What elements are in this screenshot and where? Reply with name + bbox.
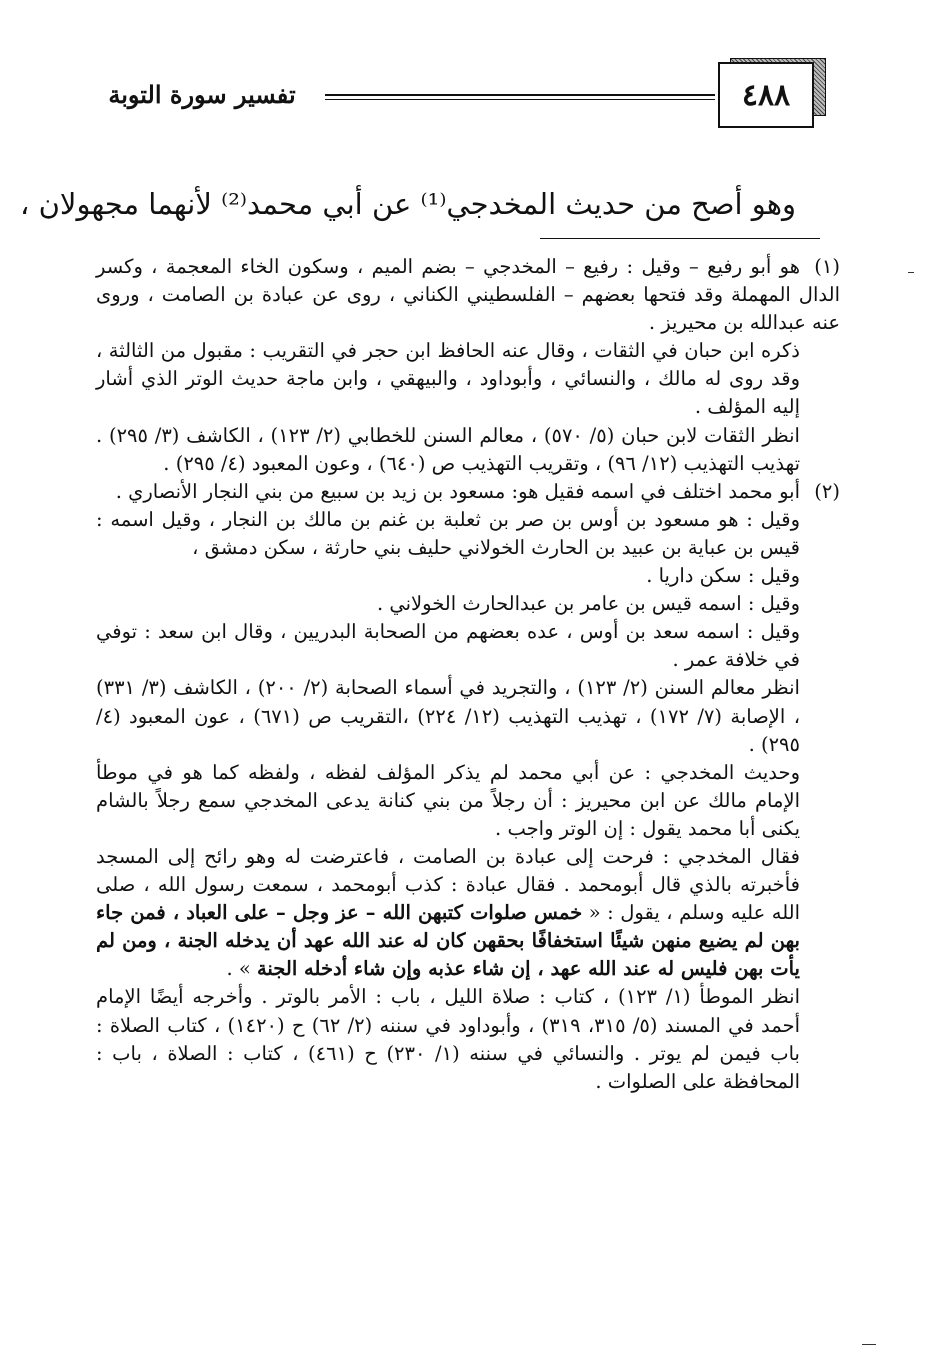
footnote-1-label: (١) — [814, 255, 840, 278]
hadith-paragraph: فقال المخدجي : فرحت إلى عبادة بن الصامت ، فاعترضت له وهو رائح إلى المسجد فأخبرته بالذي قال أبومحمد . فقال عبادة : كذب أبومحمد ، سمعت رسول الله ، صلى الله عليه وسلم ، يقول : « خمس صلوات كتبهن الله – عز وجل – على العباد ، فمن جاء بهن لم يضيع منهن شيئًا استخفافًا بحقهن كان له عند الله عهد أن يدخله الجنة ، ومن لم يأت بهن فليس له عند الله عهد ، إن شاء عذبه وإن شاء أدخله الجنة » . — [96, 844, 801, 981]
page-number: ٤٨٨ — [718, 62, 814, 128]
header-rule — [325, 94, 715, 96]
footnote-2-para-7: وحديث المخدجي : عن أبي محمد لم يذكر المؤلف لفظه ، ولفظه كما هو في موطأ الإمام مالك عن ابن محيريز : أن رجلاً من بني كنانة يدعى المخدجي سمع رجلاً بالشام يكنى أبا محمد يقول : إن الوتر واجب . — [96, 760, 800, 840]
footnote-1-para-2: ذكره ابن حبان في الثقات ، وقال عنه الحافظ ابن حجر في التقريب : مقبول من الثالثة ، وقد روى له مالك ، والنسائي ، وأبوداود ، والبيهقي ، وابن ماجة حديث الوتر الذي أشار إليه المؤلف . — [96, 339, 800, 419]
margin-mark — [908, 272, 914, 273]
footnote-2-para-4: وقيل : اسمه قيس بن عامر بن عبدالحارث الخولاني . — [376, 592, 800, 616]
footnotes — [96, 253, 840, 1096]
final-reference: انظر الموطأ (١/ ١٢٣) ، كتاب : صلاة الليل ، باب : الأمر بالوتر . وأخرجه أيضًا الإمام أحمد في المسند (٥/ ٣١٥، ٣١٩) ، وأبوداود في سننه (٢/ ٦٢) ح (١٤٢٠) ، كتاب الصلاة : باب فيمن لم يوتر . والنسائي في سننه (١/ ٢٣٠) ح (٤٦١) ، كتاب : الصلاة ، باب : المحافظة على الصلوات . — [96, 985, 800, 1093]
footnote-1-para-3: انظر الثقات لابن حبان (٥/ ٥٧٠) ، معالم السنن للخطابي (٢/ ١٢٣) ، الكاشف (٣/ ٢٩٥) . تهذيب التهذيب (١٢/ ٩٦) ، وتقريب التهذيب ص (٦٤٠) ، وعون المعبود (٤/ ٢٩٥) . — [96, 423, 800, 475]
header-rule-thin — [325, 99, 715, 100]
footnote-2-para-5: وقيل : اسمه سعد بن أوس ، عده بعضهم من الصحابة البدريين ، وقال ابن سعد : توفي في خلافة عمر . — [96, 620, 800, 672]
main-text: وهو أصح من حديث المخدجي⁽¹⁾ عن أبي محمد⁽²⁾ لأنهما مجهولان ، — [20, 187, 796, 221]
footnote-separator — [540, 238, 820, 239]
footnote-2-para-6: انظر معالم السنن (٢/ ١٢٣) ، والتجريد في أسماء الصحابة (٢/ ٢٠٠) ، الكاشف (٣/ ٣٣١) ، الإصابة (٧/ ١٧٢) ، تهذيب التهذيب (١٢/ ٢٢٤) ،التقريب ص (٦٧١) ، عون المعبود (٤/ ٢٩٥) . — [96, 676, 800, 756]
footnote-2-para-1: (٢) أبو محمد اختلف في اسمه فقيل هو: مسعود بن زيد بن سبيع من بني النجار الأنصاري . — [96, 478, 840, 506]
footnote-1-para-1: (١) هو أبو رفيع – وقيل : رفيع – المخدجي – بضم الميم ، وسكون الخاء المعجمة ، وكسر الدال المهملة وقد فتحها بعضهم – الفلسطيني الكناني ، روى عن عبادة بن الصامت ، وروى عنه عبدالله بن محيريز . — [96, 255, 840, 335]
footnote-2-para-3: وقيل : سكن داريا . — [646, 564, 800, 588]
hadith-text: خمس صلوات كتبهن الله – عز وجل – على العباد ، فمن جاء بهن لم يضيع منهن شيئًا استخفافًا بحقهن كان له عند الله عهد أن يدخله الجنة ، ومن لم يأت بهن فليس له عند الله عهد ، إن شاء عذبه وإن شاء أدخله الجنة — [96, 901, 800, 981]
footnote-2-para-2: وقيل : هو مسعود بن أوس بن صر بن ثعلبة بن غنم بن مالك بن النجار ، وقيل اسمه : قيس بن عباية بن عبيد بن الحارث الخولاني حليف بني حارثة ، سكن دمشق ، — [96, 507, 800, 559]
bottom-mark — [862, 1344, 876, 1345]
running-title: تفسير سورة التوبة — [108, 80, 296, 109]
footnote-2-label: (٢) — [814, 479, 840, 503]
